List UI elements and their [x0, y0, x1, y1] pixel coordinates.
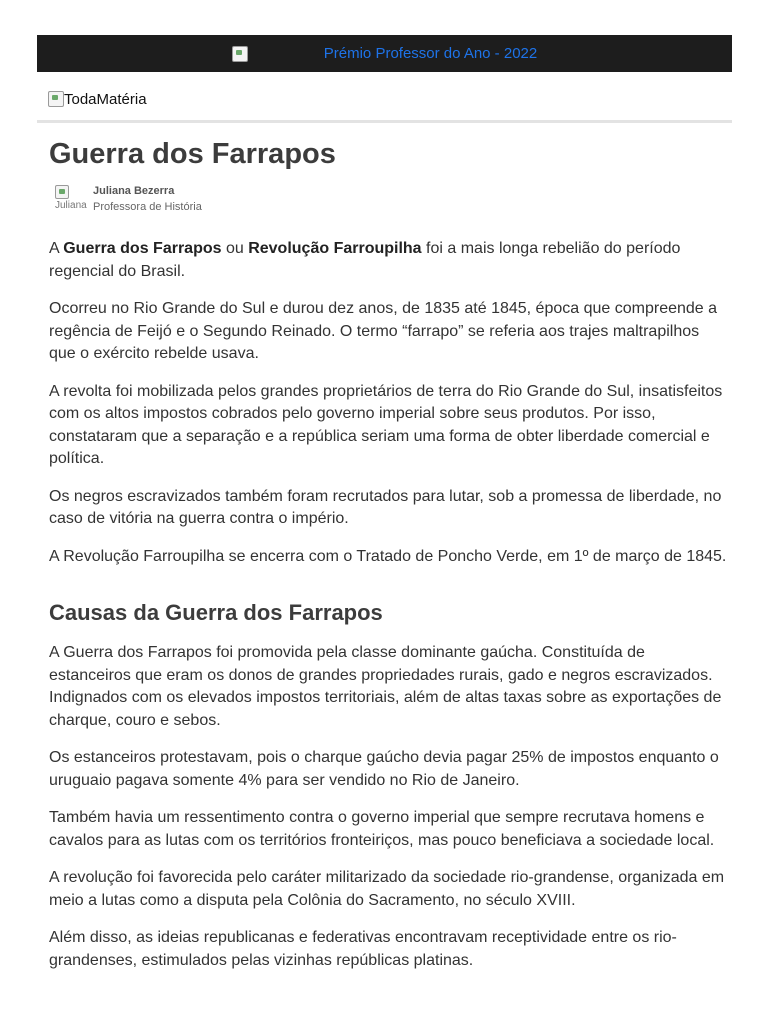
banner-link[interactable]	[232, 45, 537, 62]
paragraph	[49, 238, 727, 283]
author-info	[93, 184, 202, 215]
broken-image-icon	[55, 185, 69, 199]
avatar[interactable]	[55, 184, 87, 216]
site-header	[48, 88, 147, 110]
bold-term: Guerra dos Farrapos	[63, 240, 222, 257]
author-name[interactable]: Juliana Bezerra	[93, 185, 175, 197]
broken-image-icon	[232, 46, 248, 62]
banner-link-text: Prémio Professor do Ano - 2022	[323, 45, 538, 62]
author-block	[55, 184, 202, 216]
header-divider	[37, 120, 732, 123]
paragraph: A revolta foi mobilizada pelos grandes proprietários de terra do Rio Grande do Sul, insatisfeitos com os altos impostos cobrados pelo governo imperial sobre seus produtos. Por isso, constataram que a separação e a república seriam uma forma de obter liberdade comercial e política.	[49, 382, 723, 467]
author-role: Professora de História	[93, 201, 202, 213]
text-run: A	[49, 240, 64, 257]
text-run: foi a mais longa rebelião do período regencial do Brasil.	[49, 240, 681, 280]
paragraph: A Guerra dos Farrapos foi promovida pela classe dominante gaúcha. Constituída de estanceiros que eram os donos de grandes propriedades rurais, gado e negros escravizados. Indignados com os elevados impostos territoriais, além de altas taxas sobre as exportações de charque, couro e sebos.	[49, 644, 722, 729]
text-run: ou	[221, 240, 249, 257]
broken-image-icon	[48, 91, 64, 107]
logo-alt-text: TodaMatéria	[64, 90, 147, 108]
article-body	[49, 238, 727, 987]
site-logo-link[interactable]	[48, 91, 147, 108]
top-banner	[37, 35, 732, 72]
bold-term: Revolução Farroupilha	[248, 240, 422, 257]
paragraph: Além disso, as ideias republicanas e federativas encontravam receptividade entre os rio-grandenses, estimulados pelas vizinhas repúblicas platinas.	[49, 929, 677, 969]
paragraph: Os estanceiros protestavam, pois o charque gaúcho devia pagar 25% de impostos enquanto o uruguaio pagava somente 4% para ser vendido no Rio de Janeiro.	[49, 749, 719, 789]
paragraph: Os negros escravizados também foram recrutados para lutar, sob a promessa de liberdade, no caso de vitória na guerra contra o império.	[49, 487, 722, 527]
paragraph: Também havia um ressentimento contra o governo imperial que sempre recrutava homens e cavalos para as lutas com os territórios fronteiriços, mas pouco beneficiava a sociedade local.	[49, 809, 715, 849]
paragraph: A revolução foi favorecida pelo caráter militarizado da sociedade rio-grandense, organizada em meio a lutas como a disputa pela Colônia do Sacramento, no século XVIII.	[49, 869, 725, 909]
paragraph: A Revolução Farroupilha se encerra com o Tratado de Poncho Verde, em 1º de março de 1845.	[49, 547, 727, 565]
paragraph: Ocorreu no Rio Grande do Sul e durou dez anos, de 1835 até 1845, época que compreende a regência de Feijó e o Segundo Reinado. O termo “farrapo” se referia aos trajes maltrapilhos que o exército rebelde usava.	[49, 300, 718, 362]
page-title: Guerra dos Farrapos	[49, 138, 336, 170]
section-heading: Causas da Guerra dos Farrapos	[49, 600, 383, 625]
avatar-alt-text: Juliana	[55, 200, 87, 211]
